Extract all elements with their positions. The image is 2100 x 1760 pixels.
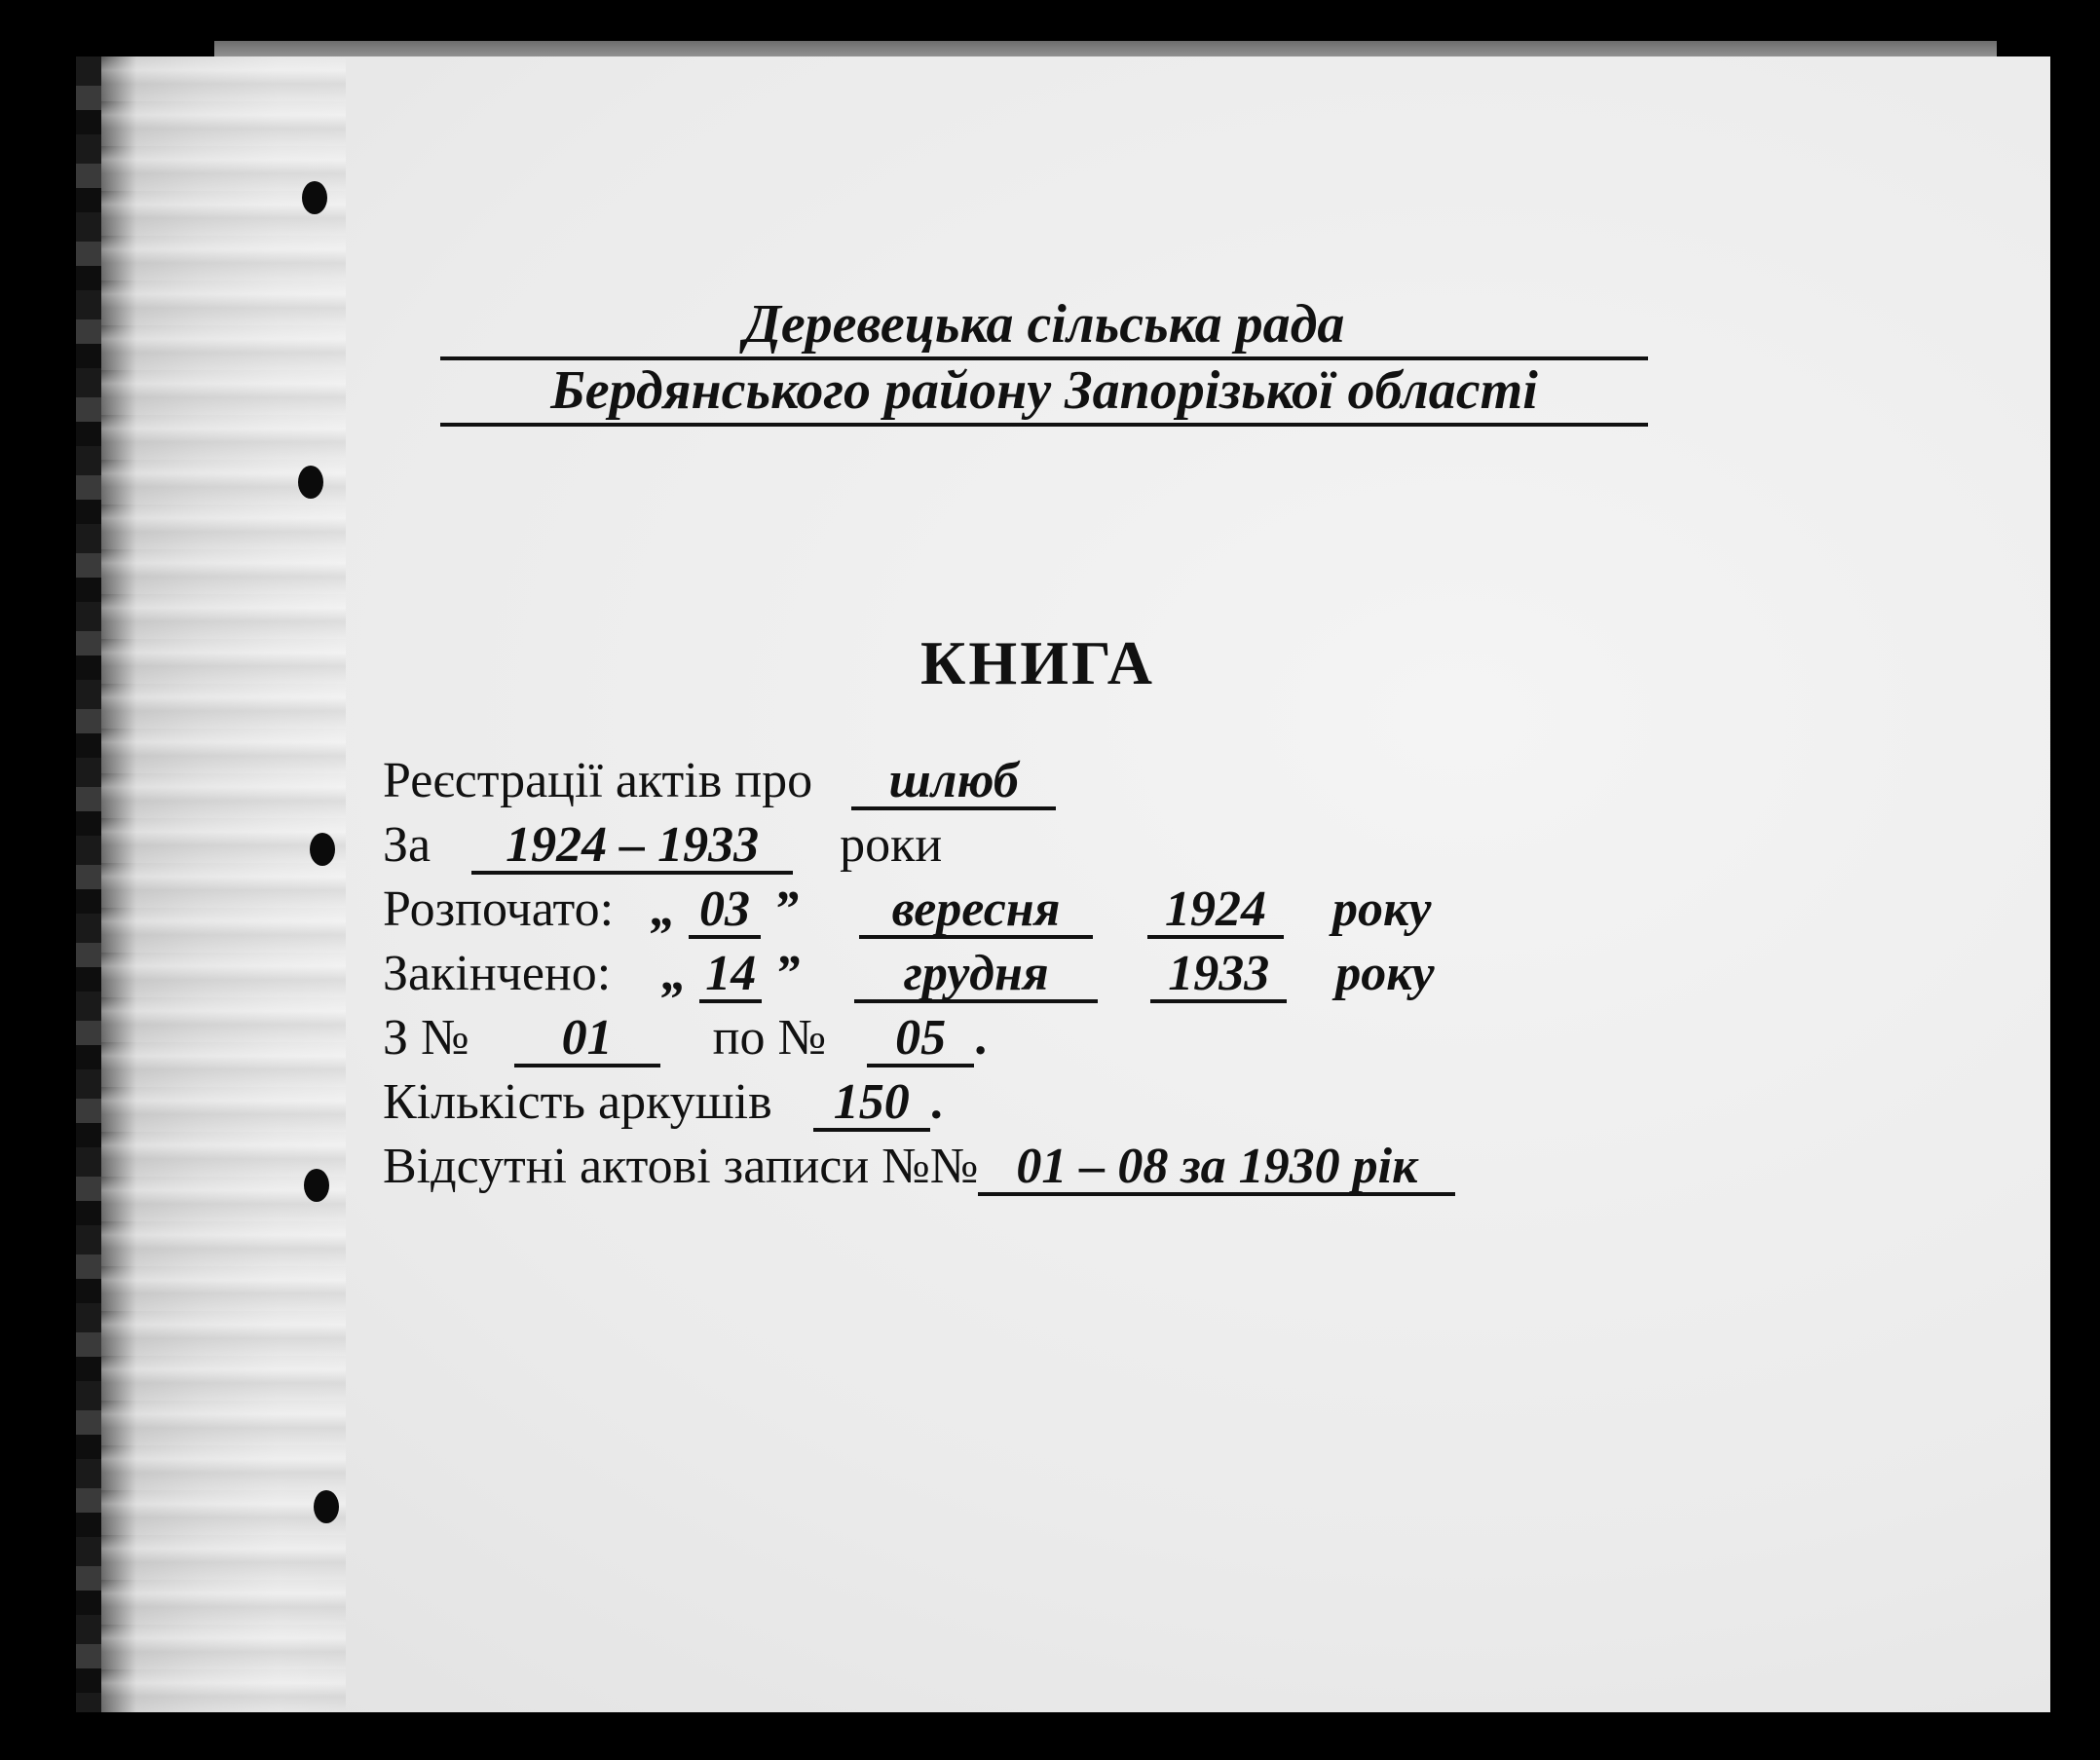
started-label: Розпочато:: [383, 881, 615, 937]
missing-label: Відсутні актові записи №№: [383, 1139, 979, 1194]
finished-day: 14: [699, 949, 762, 1003]
registration-value: шлюб: [851, 756, 1056, 810]
numbers-row: З № 01 по № 05 .: [383, 1010, 988, 1066]
finished-label: Закінчено:: [383, 946, 612, 1001]
sheets-value: 150: [813, 1077, 930, 1132]
sheets-label: Кількість аркушів: [383, 1074, 772, 1130]
missing-records-row: [383, 1138, 1455, 1196]
council-name: Деревецька сільська рада: [440, 292, 1648, 360]
years-prefix: За: [383, 817, 431, 873]
started-day: 03: [689, 884, 761, 939]
finished-row: Закінчено: „ 14 ” грудня 1933 року: [383, 946, 1435, 1001]
numbers-to-label: по №: [712, 1010, 827, 1066]
book-title: КНИГА: [920, 628, 1155, 697]
started-suffix: року: [1332, 881, 1432, 937]
started-year: 1924: [1147, 884, 1284, 939]
years-suffix: роки: [840, 817, 943, 873]
district-region: Бердянського району Запорізької області: [440, 358, 1648, 427]
numbers-to: 05: [867, 1013, 974, 1067]
registration-label: Реєстрації актів про: [383, 753, 813, 808]
registration-row: [383, 752, 1056, 810]
numbers-from-label: З №: [383, 1010, 469, 1066]
finished-suffix: року: [1335, 946, 1435, 1001]
years-value: 1924 – 1933: [471, 820, 793, 875]
numbers-from: 01: [514, 1013, 660, 1067]
missing-value: 01 – 08 за 1930 рік: [978, 1142, 1455, 1196]
sheets-row: Кількість аркушів 150 .: [383, 1074, 943, 1130]
finished-year: 1933: [1150, 949, 1287, 1003]
finished-month: грудня: [854, 949, 1098, 1003]
started-month: вересня: [859, 884, 1093, 939]
started-row: Розпочато: „ 03 ” вересня 1924 року: [383, 881, 1432, 937]
years-row: [383, 816, 942, 875]
